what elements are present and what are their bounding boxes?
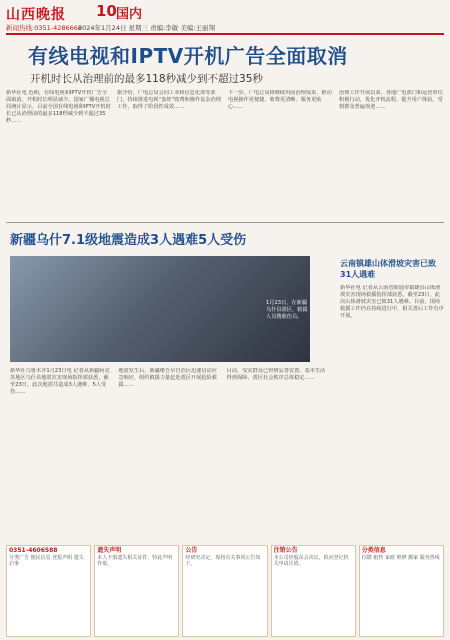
section-divider <box>6 222 444 223</box>
ad-body: 经研究决定，现将有关事项公告如下。 <box>185 554 261 567</box>
classified-ads <box>6 545 444 637</box>
ad-title: 注销公告 <box>273 547 298 554</box>
quake-headline: 新疆乌什7.1级地震造成3人遇难5人受伤 <box>10 233 247 248</box>
ad-title: 0351-4606588 <box>9 547 58 554</box>
quake-photo <box>10 256 310 362</box>
lead-column: 下一步，广电总局将继续巩固治理成果，推动电视操作更便捷、收费更清晰、服务更贴心…… <box>228 90 332 110</box>
ad-body: 本人不慎遗失相关证件，特此声明作废。 <box>97 554 173 567</box>
lead-column: 治理工作开展以来，各地广电部门和运营单位积极行动，优化开机流程，提升用户体验，受到群众普遍欢迎…… <box>339 90 443 110</box>
lead-subhead: 开机时长从治理前的最多118秒减少到不超过35秒 <box>30 73 263 85</box>
masthead <box>0 0 450 34</box>
quake-column: 目前，受灾群众已得到妥善安置，基本生活得到保障，震区社会秩序总体稳定…… <box>226 368 326 381</box>
ad-body: 分类广告 便民信息 登报声明 遗失启事 <box>9 554 84 567</box>
ad-body: 本公司经股东会决议，拟向登记机关申请注销。 <box>273 554 349 567</box>
ad-title: 公告 <box>185 547 198 554</box>
ad-body: 招聘 租售 家政 维修 搬家 服务热线 <box>361 554 440 561</box>
quake-column: 新华社乌鲁木齐1月23日电 记者从新疆阿克苏地区乌什县地震灾害现场指挥部获悉，截至23日，此次地震共造成3人遇难、5人受伤…… <box>10 368 110 395</box>
lead-column: 新华社电 近期，有线电视和IPTV开机广告全面取消，开机时长明显减少。国家广播电视总局统计显示，目前全国有线电视和IPTV开机时长已从治理前的最多118秒减少到不超过35秒…… <box>6 90 111 124</box>
issue-meta: 2024年1月24日 星期三 责编:李敏 美编:王丽翔 <box>78 24 216 32</box>
quake-photo-caption: 1月23日，在新疆乌什县震区，救援人员搜救伤员。 <box>266 300 308 320</box>
newspaper-logo: 山西晚报 <box>6 7 66 23</box>
ad-block <box>94 545 179 637</box>
side-headline: 云南镇雄山体滑坡灾害已致31人遇难 <box>340 259 436 279</box>
quake-body <box>10 368 330 538</box>
lead-body <box>6 90 444 220</box>
ad-block <box>182 545 267 637</box>
section-title: 国内 <box>116 7 143 22</box>
lead-column: 据介绍，广电总局会同工业和信息化部等部门，持续推进电视“套娃”收费和操作复杂治理工作，取得了阶段性成效…… <box>117 90 221 110</box>
ad-block <box>359 545 444 637</box>
masthead-divider <box>6 33 444 35</box>
lead-headline: 有线电视和IPTV开机广告全面取消 <box>28 44 348 68</box>
quake-column: 地震发生后，新疆维吾尔自治区迅速启动应急响应，组织救援力量赶赴震区开展抢险救援…… <box>118 368 217 388</box>
ad-block <box>271 545 356 637</box>
ad-block <box>6 545 91 637</box>
ad-title: 分类信息 <box>361 547 386 554</box>
page-number: 10 <box>96 2 117 20</box>
ad-title: 遗失声明 <box>97 547 122 554</box>
side-body: 新华社电 记者从云南省昭通市镇雄县山体滑坡灾害现场救援指挥部获悉，截至23日，此次山体滑坡灾害已致31人遇难。目前，现场救援工作仍在持续进行中，相关善后工作有序开展。 <box>340 285 444 319</box>
news-hotline: 新闻热线:0351-4286666 <box>6 24 83 32</box>
